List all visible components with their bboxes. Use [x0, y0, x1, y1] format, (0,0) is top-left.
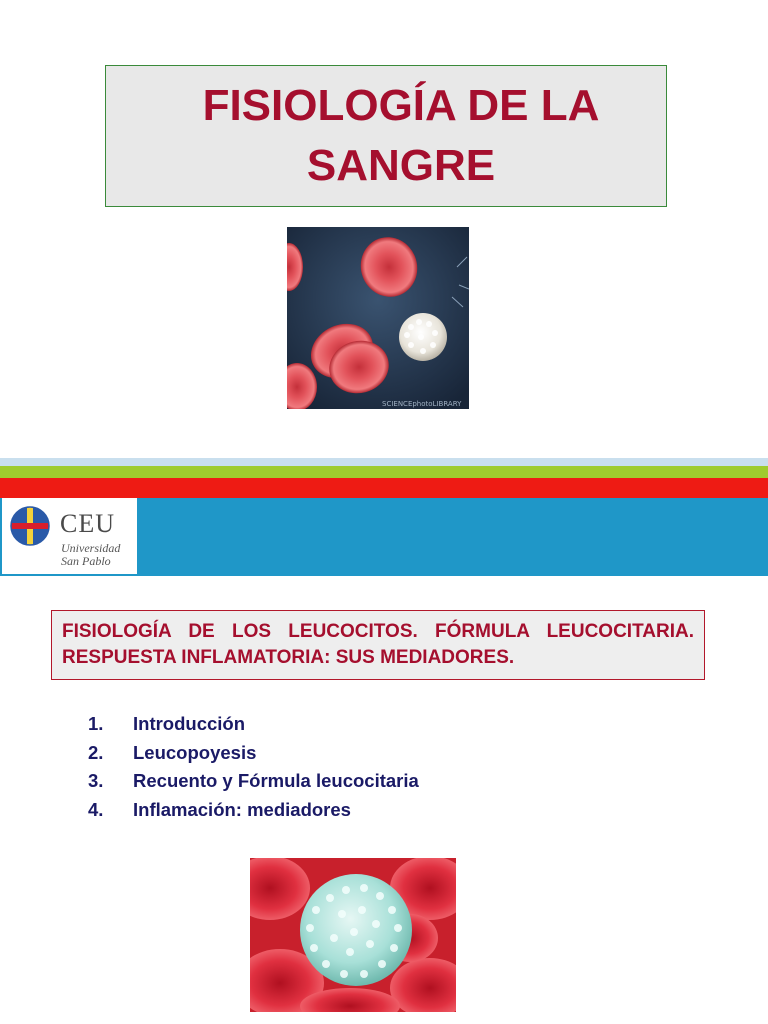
- title-line-1: FISIOLOGÍA DE LA: [202, 81, 600, 130]
- stripe-lightblue: [0, 458, 768, 466]
- toc-item-label: Recuento y Fórmula leucocitaria: [133, 770, 419, 792]
- subtitle-line-2: RESPUESTA INFLAMATORIA: SUS MEDIADORES.: [62, 647, 515, 668]
- ceu-emblem-icon: [10, 506, 50, 546]
- page-title: [173, 76, 600, 196]
- stripe-green: [0, 466, 768, 478]
- toc-item-label: Inflamación: mediadores: [133, 798, 351, 820]
- toc-item-number: 1.: [88, 713, 104, 735]
- logo-subtitle: [61, 542, 120, 568]
- toc-item-number: 3.: [88, 770, 104, 792]
- ceu-logo: [2, 498, 137, 574]
- toc-item-number: 2.: [88, 741, 104, 763]
- subtitle-line-1: FISIOLOGÍA DE LOS LEUCOCITOS. FÓRMULA LEUCOCITARIA.: [62, 621, 694, 642]
- logo-subtitle-line-2: San Pablo: [61, 554, 111, 568]
- toc-item: [88, 767, 419, 796]
- subtitle-box: [51, 610, 705, 680]
- toc-item: [88, 710, 419, 739]
- toc-item: [88, 739, 419, 768]
- stripe-red: [0, 478, 768, 498]
- toc-item-label: Leucopoyesis: [133, 741, 257, 763]
- white-blood-cell-image: [250, 858, 456, 1012]
- image-caption: SCIENCEphotoLIBRARY: [382, 400, 462, 408]
- toc-item-number: 4.: [88, 798, 104, 820]
- toc-item: [88, 796, 419, 825]
- toc-item-label: Introducción: [133, 713, 246, 735]
- title-box: [105, 65, 667, 207]
- logo-subtitle-line-1: Universidad: [61, 541, 121, 555]
- logo-ceu-text: CEU: [60, 509, 115, 538]
- blood-cells-image: [287, 227, 469, 409]
- table-of-contents: [88, 710, 419, 824]
- title-line-2: SANGRE: [306, 141, 496, 190]
